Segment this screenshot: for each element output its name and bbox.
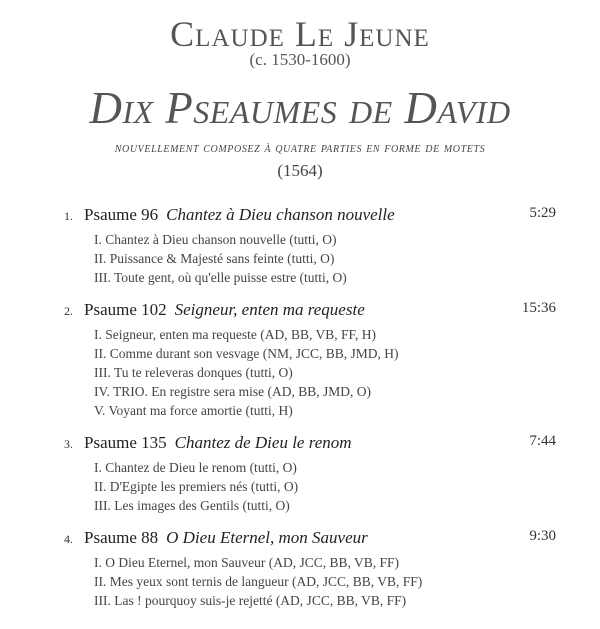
movement-item: I. Chantez de Dieu le renom (tutti, O) bbox=[94, 460, 297, 475]
movement-item: II. Puissance & Majesté sans feinte (tutti, O) bbox=[94, 251, 335, 266]
movement-item: I. Seigneur, enten ma requeste (AD, BB, VB, FF, H) bbox=[94, 327, 376, 342]
track-header bbox=[0, 205, 600, 229]
track-2 bbox=[0, 300, 600, 420]
psalm-name: Psaume 88 bbox=[84, 528, 159, 547]
track-number: 4. bbox=[64, 532, 73, 546]
track-3 bbox=[0, 433, 600, 515]
psalm-incipit: O Dieu Eternel, mon Sauveur bbox=[166, 528, 368, 547]
psalm-incipit: Seigneur, enten ma requeste bbox=[174, 300, 365, 319]
movement-list bbox=[0, 229, 600, 287]
movement-item: II. D'Egipte les premiers nés (tutti, O) bbox=[94, 479, 299, 494]
track-4 bbox=[0, 528, 600, 610]
track-duration: 5:29 bbox=[529, 205, 556, 221]
movement-item: III. Toute gent, où qu'elle puisse estre (tutti, O) bbox=[94, 270, 347, 285]
composer-dates: (c. 1530-1600) bbox=[249, 50, 351, 69]
movement-list bbox=[0, 324, 600, 420]
track-header bbox=[0, 528, 600, 552]
movement-item: I. O Dieu Eternel, mon Sauveur (AD, JCC, BB, VB, FF) bbox=[94, 555, 399, 570]
track-title bbox=[84, 433, 352, 453]
track-number: 2. bbox=[64, 304, 73, 318]
track-title bbox=[84, 205, 395, 225]
psalm-name: Psaume 102 bbox=[84, 300, 167, 319]
track-title bbox=[84, 528, 368, 548]
movement-item: I. Chantez à Dieu chanson nouvelle (tutti, O) bbox=[94, 232, 337, 247]
movement-item: V. Voyant ma force amortie (tutti, H) bbox=[94, 403, 293, 418]
movement-item: III. Les images des Gentils (tutti, O) bbox=[94, 498, 290, 513]
movement-item: IV. TRIO. En registre sera mise (AD, BB, JMD, O) bbox=[94, 384, 371, 399]
movement-list bbox=[0, 552, 600, 610]
track-header bbox=[0, 300, 600, 324]
movement-item: II. Comme durant son vesvage (NM, JCC, BB, JMD, H) bbox=[94, 346, 399, 361]
movement-item: II. Mes yeux sont ternis de langueur (AD, JCC, BB, VB, FF) bbox=[94, 574, 423, 589]
track-duration: 7:44 bbox=[529, 433, 556, 449]
psalm-incipit: Chantez de Dieu le renom bbox=[174, 433, 352, 452]
psalm-incipit: Chantez à Dieu chanson nouvelle bbox=[166, 205, 395, 224]
track-number: 1. bbox=[64, 209, 73, 223]
track-duration: 15:36 bbox=[521, 300, 556, 316]
movement-item: III. Las ! pourquoy suis-je rejetté (AD, JCC, BB, VB, FF) bbox=[94, 593, 407, 608]
psalm-name: Psaume 96 bbox=[84, 205, 159, 224]
work-title: Dix Pseaumes de David bbox=[89, 83, 511, 133]
work-subtitle: nouvellement composez à quatre parties en forme de motets bbox=[114, 141, 486, 156]
track-number: 3. bbox=[64, 437, 73, 451]
movement-list bbox=[0, 457, 600, 515]
movement-item: III. Tu te releveras donques (tutti, O) bbox=[94, 365, 293, 380]
track-title bbox=[84, 300, 365, 320]
composer-name: Claude Le Jeune bbox=[170, 14, 430, 54]
publication-year: (1564) bbox=[277, 161, 323, 180]
track-1 bbox=[0, 205, 600, 287]
track-header bbox=[0, 433, 600, 457]
psalm-name: Psaume 135 bbox=[84, 433, 167, 452]
track-duration: 9:30 bbox=[529, 528, 556, 544]
